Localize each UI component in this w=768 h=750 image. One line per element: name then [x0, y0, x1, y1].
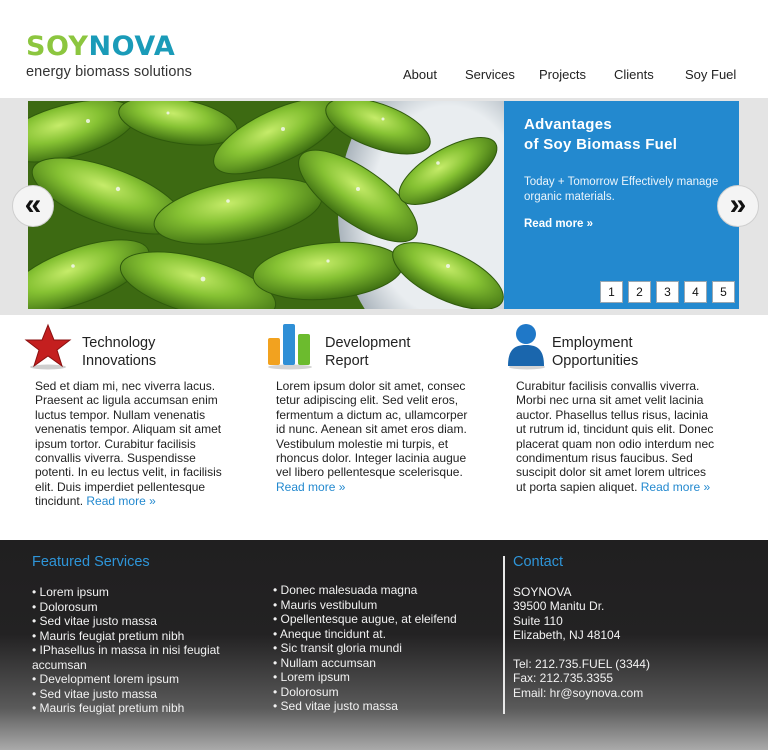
- footer-service-label: Development lorem ipsum: [39, 672, 179, 686]
- footer-service-item[interactable]: [32, 585, 237, 600]
- hero-slider: [0, 98, 768, 315]
- feature-title: Development Report: [325, 335, 411, 369]
- nav-services[interactable]: Services: [465, 67, 515, 82]
- footer-service-item[interactable]: [32, 629, 237, 644]
- feature-text: Sed et diam mi, nec viverra lacus. Praesent ac ligula accumsan enim luctus tempor. Nullam venenatis venenatis tempor. Aliquam sit amet ipsum tortor. Curabitur facilisis convallis viverra. Suspendisse potenti. In eu lectus velit, in facilisis elit. Duis imperdiet pellentesque tincidunt.: [35, 379, 222, 509]
- contact-heading: Contact: [513, 554, 563, 570]
- feature-title: Technology Innovations: [82, 335, 157, 369]
- footer-service-label: Sic transit gloria mundi: [280, 641, 402, 655]
- bar-chart-icon: [266, 322, 314, 370]
- bullet: •: [32, 643, 37, 657]
- bullet: •: [32, 585, 37, 599]
- featured-services-list-1: [32, 585, 237, 716]
- contact-tel: Tel: 212.735.FUEL (3344): [513, 657, 650, 672]
- footer-service-label: Donec malesuada magna: [280, 583, 418, 597]
- footer-service-item[interactable]: [32, 687, 237, 702]
- slide-photo-edamame: [28, 101, 504, 309]
- slide-pager: [595, 281, 735, 303]
- bullet: •: [273, 612, 278, 626]
- slide-title-line2: of Soy Biomass Fuel: [524, 136, 678, 153]
- contact-street: 39500 Manitu Dr.: [513, 599, 605, 614]
- footer-service-item[interactable]: [32, 672, 237, 687]
- read-more-link[interactable]: Read more »: [276, 479, 346, 494]
- footer-service-label: Dolorosum: [280, 684, 339, 699]
- footer-service-item[interactable]: [273, 583, 488, 598]
- logo-tagline: energy biomass solutions: [26, 64, 193, 80]
- featured-services-heading: Featured Services: [32, 554, 150, 570]
- logo-soy: SOY: [26, 31, 89, 62]
- nav-soy-fuel[interactable]: Soy Fuel: [685, 67, 737, 82]
- bullet: •: [32, 672, 37, 686]
- footer-service-label: Mauris feugiat pretium nibh: [39, 701, 185, 715]
- slide-page-3[interactable]: 3: [656, 281, 679, 303]
- footer-service-item[interactable]: [32, 643, 237, 672]
- star-icon: [24, 322, 72, 370]
- bullet: •: [32, 686, 37, 701]
- slide-caption-panel: [504, 101, 739, 309]
- footer-service-label: Nullam accumsan: [280, 655, 376, 670]
- footer-service-label: IPhasellus in massa in nisi feugiat accumsan: [32, 643, 220, 672]
- footer-service-label: Sed vitae justo massa: [39, 686, 157, 701]
- footer-service-label: Mauris vestibulum: [280, 597, 378, 612]
- footer-service-item[interactable]: [273, 627, 488, 642]
- footer-service-label: Sed vitae justo massa: [280, 699, 398, 713]
- nav-projects[interactable]: Projects: [539, 67, 586, 82]
- bullet: •: [32, 628, 37, 643]
- nav-about[interactable]: About: [403, 67, 437, 82]
- slide-read-more-link[interactable]: Read more »: [524, 218, 594, 230]
- bullet: •: [273, 597, 278, 612]
- footer-divider: [503, 556, 505, 714]
- feature-text: Curabitur facilisis convallis viverra. Morbi nec urna sit amet velit lacinia auctor. Phasellus tellus risus, lacinia ut rutrum id, tincidunt quis elit. Donec placerat quam non odio interdum nec condimentum risus faucibus. Sed suscipit dolor sit amet lorem ultrices ut porta sapien aliquet.: [516, 379, 715, 494]
- feature-body: [35, 379, 230, 509]
- bullet: •: [273, 699, 278, 713]
- read-more-link[interactable]: Read more »: [640, 479, 711, 494]
- site-header: [0, 0, 768, 98]
- slider-next-button[interactable]: »: [717, 185, 759, 227]
- bullet: •: [32, 701, 37, 715]
- logo-nova: NOVA: [88, 31, 176, 62]
- bullet: •: [32, 599, 37, 614]
- footer-service-item[interactable]: [273, 612, 488, 627]
- slide-text: Today + Tomorrow Effectively manage organic materials.: [524, 176, 719, 203]
- footer-service-label: Sed vitae justo massa: [39, 614, 157, 628]
- contact-email[interactable]: Email: hr@soynova.com: [513, 685, 644, 700]
- bullet: •: [273, 583, 278, 597]
- site-footer: [0, 540, 768, 750]
- logo-wordmark: [26, 33, 192, 61]
- footer-service-label: Opellentesque augue, at eleifend: [280, 612, 457, 626]
- contact-spacer: [513, 643, 650, 657]
- footer-service-item[interactable]: [273, 670, 488, 685]
- slider-prev-button[interactable]: «: [12, 185, 54, 227]
- footer-service-item[interactable]: [32, 614, 237, 629]
- footer-service-label: Dolorosum: [39, 599, 98, 614]
- bullet: •: [273, 655, 278, 670]
- contact-info: [513, 585, 650, 700]
- footer-service-item[interactable]: [273, 656, 488, 671]
- footer-service-item[interactable]: [273, 641, 488, 656]
- bullet: •: [273, 641, 278, 655]
- featured-services-list-2: [273, 583, 488, 714]
- slide-title: [524, 115, 724, 155]
- footer-service-label: Lorem ipsum: [39, 585, 109, 599]
- person-icon: [505, 322, 553, 370]
- nav-clients[interactable]: Clients: [614, 67, 654, 82]
- footer-service-item[interactable]: [32, 701, 237, 716]
- read-more-link[interactable]: Read more »: [86, 494, 156, 509]
- main-nav: [0, 67, 768, 85]
- footer-service-label: Aneque tincidunt at.: [279, 626, 386, 641]
- feature-body: [516, 379, 716, 494]
- bullet: •: [32, 614, 37, 628]
- feature-text: Lorem ipsum dolor sit amet, consec tetur adipiscing elit. Sed velit eros, fermentum a dictum ac, ullamcorper id nunc. Aenean sit amet eros diam. Vestibulum molestie mi turpis, et rhoncus dolor. Integer lacinia augue vel libero pellentesque scelerisque.: [276, 379, 468, 480]
- slide-page-2[interactable]: 2: [628, 281, 651, 303]
- contact-company: SOYNOVA: [513, 585, 572, 599]
- footer-service-item[interactable]: [273, 598, 488, 613]
- slide-title-line1: Advantages: [524, 116, 613, 133]
- footer-service-item[interactable]: [32, 600, 237, 615]
- slide-page-5[interactable]: 5: [712, 281, 735, 303]
- slide-page-1[interactable]: 1: [600, 281, 623, 303]
- feature-title: Employment Opportunities: [552, 335, 639, 369]
- feature-body: [276, 379, 474, 494]
- bullet: •: [273, 684, 278, 699]
- contact-city: Elizabeth, NJ 48104: [513, 628, 621, 643]
- footer-service-label: Mauris feugiat pretium nibh: [39, 628, 185, 643]
- contact-suite: Suite 110: [513, 613, 563, 628]
- slide-page-4[interactable]: 4: [684, 281, 707, 303]
- footer-service-item[interactable]: [273, 685, 488, 700]
- footer-service-item[interactable]: [273, 699, 488, 714]
- footer-service-label: Lorem ipsum: [280, 670, 350, 684]
- bullet: •: [273, 626, 278, 641]
- contact-fax: Fax: 212.735.3355: [513, 671, 614, 686]
- bullet: •: [273, 670, 278, 684]
